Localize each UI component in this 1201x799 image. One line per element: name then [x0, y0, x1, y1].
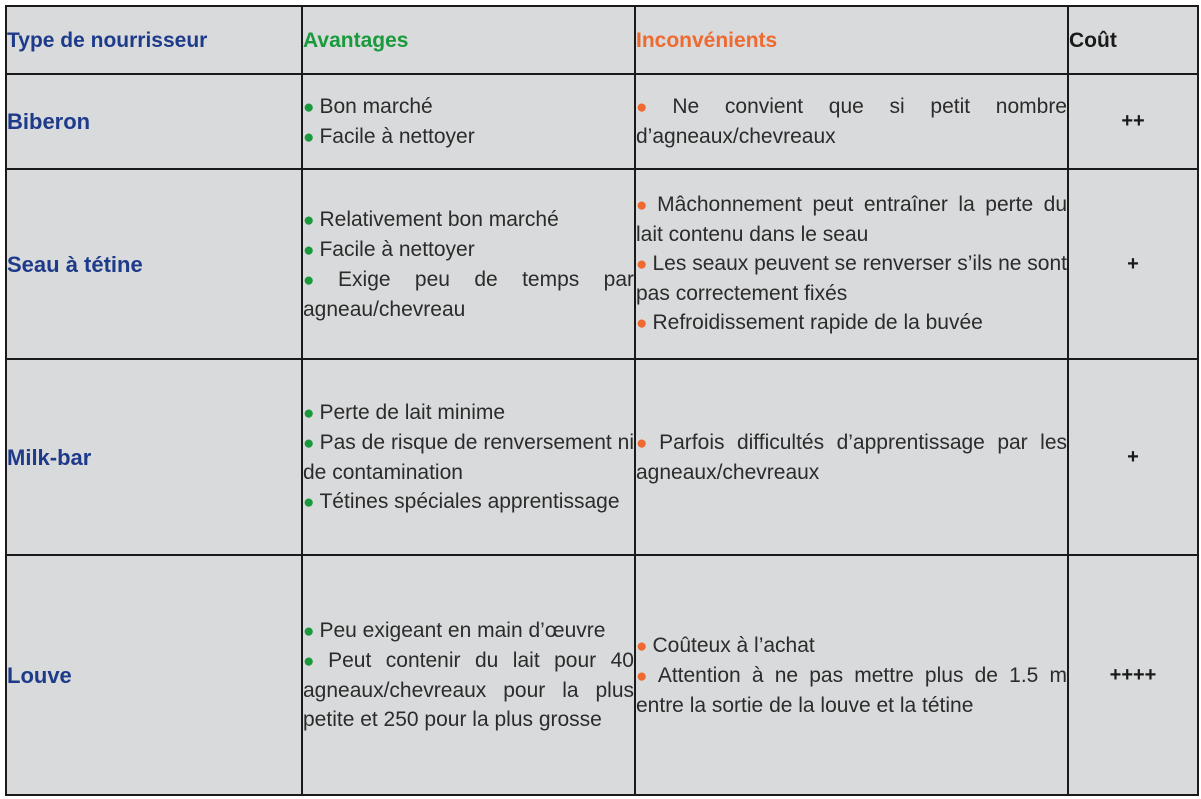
bullet-icon: ● — [636, 195, 653, 216]
header-advantages: Avantages — [302, 6, 635, 74]
disadvantage-text: Les seaux peuvent se renverser s’ils ne sont pas correctement fixés — [636, 252, 1067, 305]
advantage-item — [303, 265, 634, 324]
advantage-item — [303, 398, 634, 428]
advantage-item — [303, 92, 634, 122]
disadvantage-text: Parfois difficultés d’apprentissage par les agneaux/chevreaux — [636, 430, 1067, 484]
cost-rating: + — [1068, 169, 1198, 359]
bullet-icon: ● — [303, 96, 315, 118]
advantage-text: Exige peu de temps par agneau/chevreau — [303, 267, 634, 321]
bullet-icon: ● — [636, 97, 668, 118]
bullet-icon: ● — [303, 432, 315, 454]
advantages-cell — [302, 169, 635, 359]
disadvantage-item — [636, 308, 1067, 338]
disadvantage-text: Coûteux à l’achat — [652, 633, 815, 657]
advantage-item — [303, 235, 634, 265]
disadvantage-item — [636, 190, 1067, 249]
table-row — [6, 169, 1198, 359]
bullet-icon: ● — [303, 402, 315, 424]
advantages-cell — [302, 555, 635, 795]
disadvantage-item — [636, 631, 1067, 661]
bullet-icon: ● — [303, 621, 315, 642]
header-row — [6, 6, 1198, 74]
feeder-type: Louve — [6, 555, 302, 795]
advantage-item — [303, 205, 634, 235]
header-cost: Coût — [1068, 6, 1198, 74]
table-row — [6, 74, 1198, 169]
bullet-icon: ● — [636, 432, 655, 454]
disadvantage-item — [636, 249, 1067, 308]
table-row — [6, 555, 1198, 795]
table-row — [6, 359, 1198, 555]
advantage-item — [303, 646, 634, 734]
disadvantages-cell — [635, 359, 1068, 555]
advantage-item — [303, 428, 634, 487]
disadvantage-item — [636, 428, 1067, 487]
advantage-item — [303, 487, 634, 517]
advantage-text: Bon marché — [319, 94, 433, 118]
advantage-item — [303, 616, 634, 646]
disadvantages-cell — [635, 555, 1068, 795]
advantage-text: Peut contenir du lait pour 40 agneaux/chevreaux pour la plus petite et 250 pour la plus grosse — [303, 649, 634, 731]
bullet-icon: ● — [303, 269, 334, 291]
disadvantage-text: Mâchonnement peut entraîner la perte du lait contenu dans le seau — [636, 193, 1068, 246]
advantage-text: Facile à nettoyer — [319, 124, 475, 148]
bullet-icon: ● — [636, 313, 648, 334]
disadvantage-item — [636, 661, 1067, 720]
advantage-text: Facile à nettoyer — [319, 237, 475, 261]
advantage-item — [303, 122, 634, 152]
disadvantage-text: Attention à ne pas mettre plus de 1.5 m entre la sortie de la louve et la tétine — [636, 663, 1067, 717]
advantage-text: Peu exigeant en main d’œuvre — [319, 619, 606, 642]
bullet-icon: ● — [303, 239, 315, 261]
advantage-text: Perte de lait minime — [319, 400, 506, 424]
advantage-text: Tétines spéciales apprentissage — [319, 489, 620, 513]
feeder-comparison-table — [5, 5, 1199, 796]
bullet-icon: ● — [636, 635, 648, 657]
cost-rating: + — [1068, 359, 1198, 555]
disadvantages-cell — [635, 169, 1068, 359]
advantage-text: Relativement bon marché — [319, 207, 559, 231]
bullet-icon: ● — [636, 254, 648, 275]
bullet-icon: ● — [636, 665, 653, 687]
advantage-text: Pas de risque de renversement ni de contamination — [303, 430, 634, 484]
advantages-cell — [302, 359, 635, 555]
disadvantages-cell — [635, 74, 1068, 169]
bullet-icon: ● — [303, 209, 315, 231]
cost-rating: ++++ — [1068, 555, 1198, 795]
header-type: Type de nourrisseur — [6, 6, 302, 74]
disadvantage-text: Refroidissement rapide de la buvée — [652, 311, 983, 334]
disadvantage-text: Ne convient que si petit nombre d’agneaux/chevreaux — [636, 95, 1067, 148]
feeder-type: Seau à tétine — [6, 169, 302, 359]
cost-rating: ++ — [1068, 74, 1198, 169]
feeder-type: Biberon — [6, 74, 302, 169]
header-disadvantages: Inconvénients — [635, 6, 1068, 74]
bullet-icon: ● — [303, 491, 315, 513]
disadvantage-item — [636, 92, 1067, 151]
feeder-type: Milk-bar — [6, 359, 302, 555]
bullet-icon: ● — [303, 126, 315, 148]
advantages-cell — [302, 74, 635, 169]
bullet-icon: ● — [303, 651, 324, 672]
